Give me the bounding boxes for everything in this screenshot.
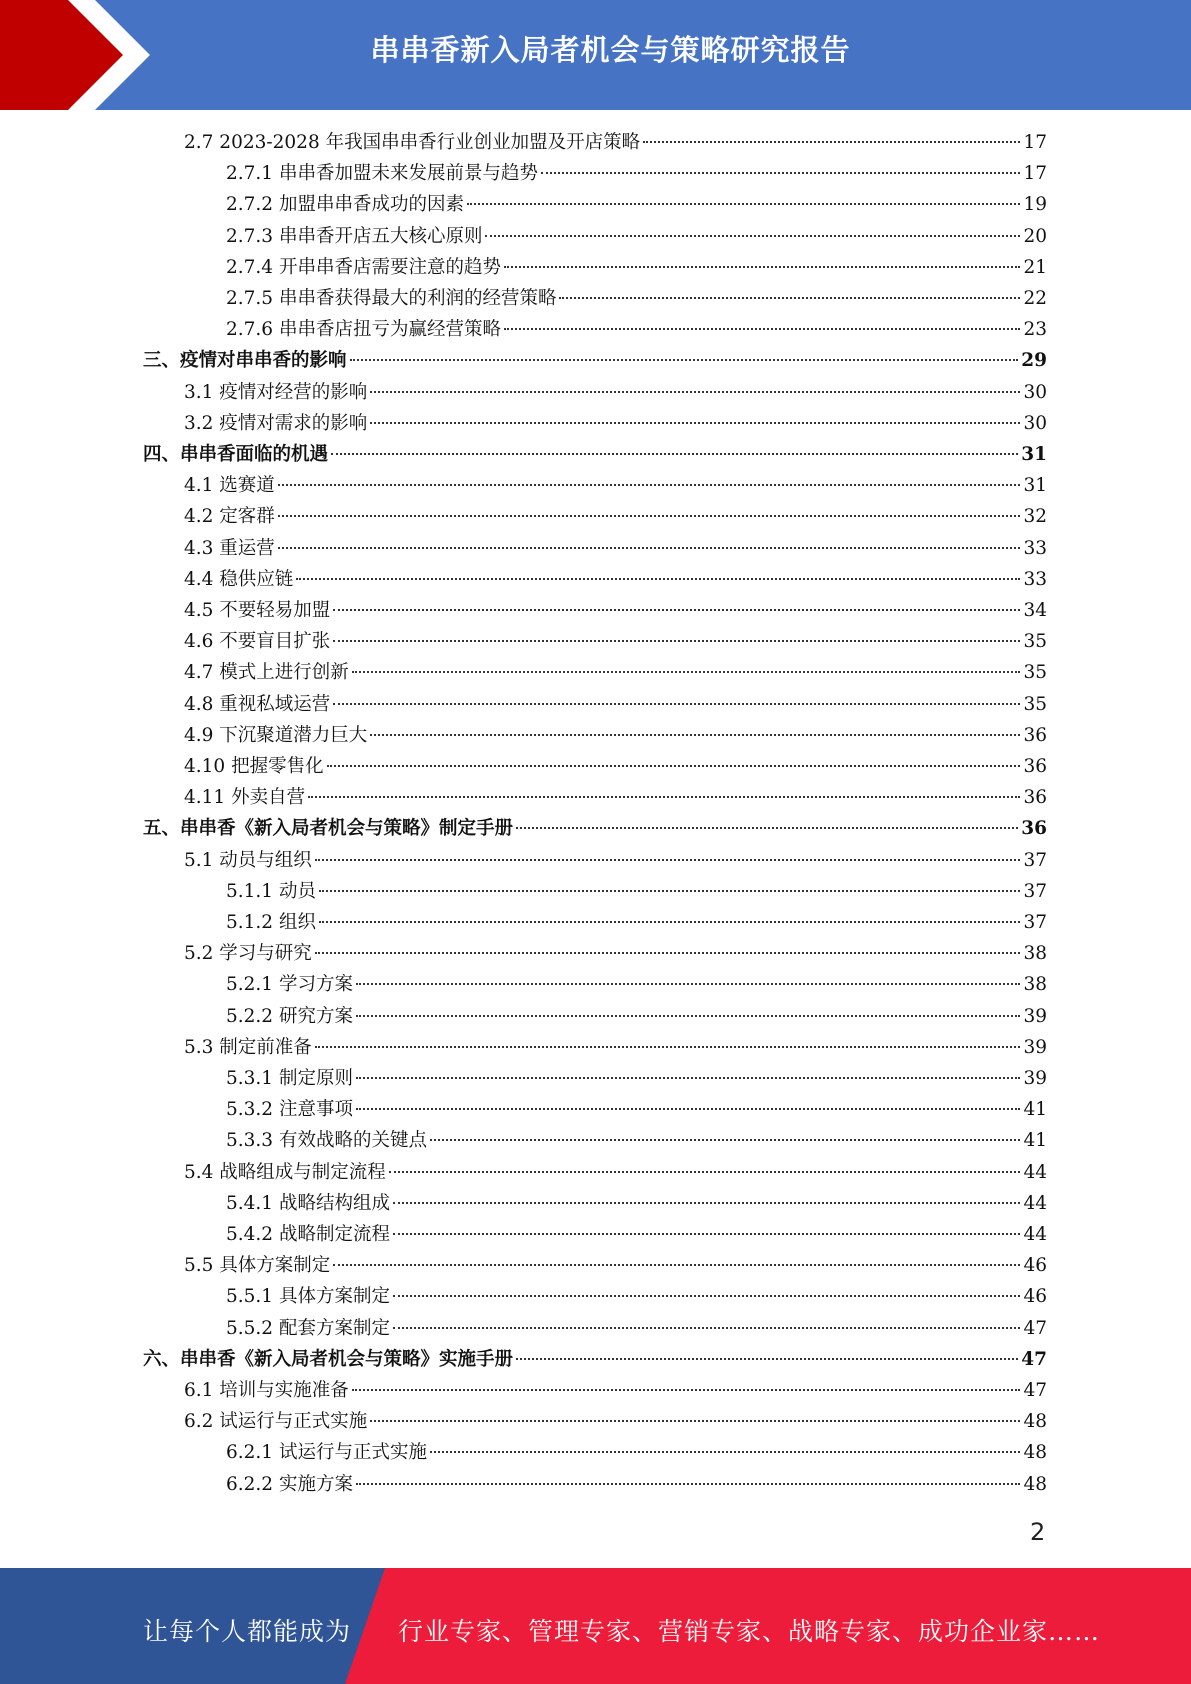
toc-entry-title: 2.7.4 开串串香店需要注意的趋势 (226, 256, 501, 278)
page-number: 2 (1030, 1518, 1046, 1546)
toc-leader-dots (319, 890, 1020, 892)
toc-entry-page: 21 (1023, 256, 1047, 278)
toc-entry-page: 48 (1023, 1442, 1047, 1464)
toc-entry[interactable] (184, 689, 1047, 720)
toc-entry-title: 6.2.1 试运行与正式实施 (226, 1442, 427, 1464)
toc-leader-dots (393, 1327, 1020, 1329)
toc-leader-dots (333, 703, 1020, 705)
footer-slogan-right: 行业专家、管理专家、营销专家、战略专家、成功企业家…… (398, 1617, 1101, 1646)
page-header (0, 0, 1191, 110)
toc-entry[interactable] (226, 283, 1047, 314)
toc-entry-title: 五、串串香《新入局者机会与策略》制定手册 (143, 818, 514, 840)
toc-entry[interactable] (184, 782, 1047, 813)
toc-entry[interactable] (184, 564, 1047, 595)
toc-entry[interactable] (184, 377, 1047, 408)
toc-entry-page: 19 (1023, 194, 1047, 216)
toc-entry[interactable] (143, 813, 1047, 844)
toc-entry-page: 46 (1023, 1286, 1047, 1308)
toc-entry-page: 48 (1023, 1411, 1047, 1433)
toc-entry[interactable] (226, 1281, 1047, 1312)
toc-leader-dots (559, 297, 1020, 299)
toc-entry[interactable] (184, 470, 1047, 501)
toc-leader-dots (331, 453, 1018, 455)
toc-entry[interactable] (143, 1344, 1047, 1375)
footer-slogan-left: 让每个人都能成为 (143, 1617, 352, 1646)
toc-entry[interactable] (184, 501, 1047, 532)
toc-entry-page: 44 (1023, 1224, 1047, 1245)
toc-entry[interactable] (226, 1313, 1047, 1344)
toc-leader-dots (393, 1202, 1020, 1204)
toc-entry[interactable] (184, 1406, 1047, 1437)
toc-entry-page: 35 (1023, 662, 1047, 684)
toc-entry-title: 3.1 疫情对经营的影响 (184, 381, 368, 403)
toc-leader-dots (315, 1046, 1020, 1048)
toc-entry-title: 6.2.2 实施方案 (226, 1473, 353, 1495)
toc-entry-title: 2.7.6 串串香店扭亏为赢经营策略 (226, 319, 501, 341)
toc-entry-page: 36 (1021, 818, 1047, 840)
toc-entry-title: 6.1 培训与实施准备 (184, 1380, 349, 1401)
toc-entry-title: 6.2 试运行与正式实施 (184, 1411, 368, 1433)
toc-entry-title: 4.9 下沉聚道潜力巨大 (184, 724, 368, 746)
report-title: 串串香新入局者机会与策略研究报告 (370, 33, 851, 67)
toc-leader-dots (516, 1358, 1018, 1360)
toc-entry-page: 23 (1023, 319, 1047, 341)
toc-leader-dots (467, 203, 1020, 205)
toc-entry-page: 41 (1023, 1099, 1047, 1121)
toc-entry[interactable] (226, 1125, 1047, 1156)
toc-entry-title: 三、疫情对串串香的影响 (143, 350, 347, 372)
toc-entry-title: 六、串串香《新入局者机会与策略》实施手册 (143, 1348, 514, 1370)
toc-leader-dots (485, 235, 1020, 237)
toc-leader-dots (350, 359, 1019, 361)
toc-leader-dots (504, 328, 1020, 330)
toc-leader-dots (516, 827, 1018, 829)
toc-entry[interactable] (184, 657, 1047, 688)
toc-leader-dots (315, 952, 1020, 954)
toc-leader-dots (278, 515, 1020, 517)
toc-entry-title: 2.7.5 串串香获得最大的利润的经营策略 (226, 288, 557, 309)
toc-entry-title: 4.1 选赛道 (184, 475, 275, 497)
toc-leader-dots (327, 765, 1020, 767)
toc-entry-page: 47 (1021, 1348, 1047, 1370)
toc-entry-title: 5.4.1 战略结构组成 (226, 1192, 390, 1214)
toc-entry-page: 30 (1023, 381, 1047, 403)
toc-entry-page: 20 (1023, 225, 1047, 247)
toc-entry[interactable] (226, 907, 1047, 938)
toc-leader-dots (393, 1233, 1020, 1235)
toc-entry-page: 36 (1023, 787, 1047, 809)
toc-entry-page: 35 (1023, 693, 1047, 715)
toc-entry-page: 37 (1023, 880, 1047, 902)
toc-leader-dots (356, 983, 1020, 985)
toc-leader-dots (541, 172, 1020, 174)
toc-entry-page: 46 (1023, 1255, 1047, 1277)
toc-leader-dots (352, 1389, 1020, 1391)
toc-entry-title: 2.7.2 加盟串串香成功的因素 (226, 194, 464, 216)
toc-leader-dots (296, 578, 1020, 580)
toc-entry-page: 33 (1023, 568, 1047, 590)
toc-entry[interactable] (184, 1032, 1047, 1063)
toc-entry-page: 37 (1023, 912, 1047, 933)
toc-leader-dots (356, 1483, 1020, 1485)
toc-leader-dots (333, 640, 1020, 642)
toc-entry[interactable] (226, 314, 1047, 345)
toc-entry[interactable] (226, 158, 1047, 189)
toc-leader-dots (389, 1171, 1020, 1173)
toc-entry[interactable] (143, 345, 1047, 376)
toc-entry-title: 5.3.3 有效战略的关键点 (226, 1130, 427, 1152)
toc-entry[interactable] (184, 751, 1047, 782)
toc-entry[interactable] (184, 845, 1047, 876)
toc-entry-page: 31 (1023, 475, 1047, 497)
toc-entry-page: 39 (1023, 1036, 1047, 1058)
toc-leader-dots (356, 1015, 1020, 1017)
toc-entry-title: 5.3.2 注意事项 (226, 1099, 353, 1121)
toc-entry-page: 41 (1023, 1130, 1047, 1152)
toc-leader-dots (430, 1451, 1020, 1453)
toc-entry-page: 35 (1023, 631, 1047, 653)
toc-entry-title: 3.2 疫情对需求的影响 (184, 412, 368, 434)
toc-leader-dots (393, 1295, 1020, 1297)
toc-entry-page: 36 (1023, 756, 1047, 777)
toc-entry-page: 34 (1023, 600, 1047, 621)
toc-entry-page: 39 (1023, 1068, 1047, 1089)
toc-leader-dots (356, 1077, 1020, 1079)
toc-entry-title: 5.1 动员与组织 (184, 849, 312, 871)
toc-leader-dots (319, 921, 1020, 923)
toc-entry-title: 5.2.1 学习方案 (226, 974, 353, 996)
toc-entry-title: 5.1.1 动员 (226, 880, 316, 902)
toc-entry-title: 5.5.2 配套方案制定 (226, 1317, 390, 1339)
toc-entry[interactable] (226, 252, 1047, 283)
toc-entry-page: 44 (1023, 1161, 1047, 1183)
toc-leader-dots (356, 1108, 1020, 1110)
toc-entry[interactable] (184, 1157, 1047, 1188)
toc-entry[interactable] (226, 1188, 1047, 1219)
toc-entry-title: 5.5.1 具体方案制定 (226, 1286, 390, 1308)
toc-entry-page: 33 (1023, 537, 1047, 559)
toc-leader-dots (370, 391, 1020, 393)
toc-entry-title: 5.4 战略组成与制定流程 (184, 1161, 386, 1183)
toc-entry-page: 37 (1023, 849, 1047, 871)
toc-entry-title: 4.7 模式上进行创新 (184, 662, 349, 684)
toc-entry-title: 4.6 不要盲目扩张 (184, 631, 331, 653)
toc-entry[interactable] (226, 1094, 1047, 1125)
toc-entry-page: 44 (1023, 1192, 1047, 1214)
toc-entry-title: 5.3 制定前准备 (184, 1036, 312, 1058)
toc-leader-dots (352, 671, 1020, 673)
toc-entry-title: 2.7.3 串串香开店五大核心原则 (226, 225, 483, 247)
toc-leader-dots (504, 266, 1020, 268)
toc-leader-dots (333, 1264, 1020, 1266)
toc-entry-title: 2.7 2023-2028 年我国串串香行业创业加盟及开店策略 (184, 132, 641, 153)
toc-entry[interactable] (226, 1437, 1047, 1468)
toc-entry-page: 47 (1023, 1317, 1047, 1339)
toc-entry-page: 17 (1023, 132, 1047, 153)
toc-entry-title: 4.2 定客群 (184, 506, 275, 528)
toc-leader-dots (430, 1139, 1020, 1141)
toc-entry-page: 38 (1023, 974, 1047, 996)
toc-entry-page: 29 (1021, 350, 1047, 372)
toc-entry-title: 4.10 把握零售化 (184, 756, 324, 777)
page-footer (0, 1568, 1191, 1684)
toc-leader-dots (370, 422, 1020, 424)
toc-leader-dots (370, 734, 1020, 736)
toc-entry-page: 39 (1023, 1005, 1047, 1027)
toc-entry[interactable] (184, 595, 1047, 626)
toc-entry-page: 47 (1023, 1380, 1047, 1401)
toc-entry-page: 17 (1023, 163, 1047, 185)
toc-entry[interactable] (143, 439, 1047, 470)
toc-entry-page: 48 (1023, 1473, 1047, 1495)
toc-leader-dots (333, 609, 1020, 611)
toc-entry-title: 5.4.2 战略制定流程 (226, 1224, 390, 1245)
toc-entry-title: 5.5 具体方案制定 (184, 1255, 331, 1277)
toc-leader-dots (278, 484, 1020, 486)
toc-entry-title: 4.11 外卖自营 (184, 787, 306, 809)
toc-entry[interactable] (226, 1063, 1047, 1094)
toc-entry-title: 四、串串香面临的机遇 (143, 444, 329, 465)
toc-entry-page: 31 (1021, 444, 1047, 465)
toc-entry-title: 5.2.2 研究方案 (226, 1005, 353, 1027)
toc-entry[interactable] (184, 720, 1047, 751)
toc-entry[interactable] (184, 408, 1047, 439)
toc-entry[interactable] (184, 938, 1047, 969)
toc-leader-dots (308, 796, 1020, 798)
toc-entry-title: 5.2 学习与研究 (184, 943, 312, 965)
toc-entry[interactable] (184, 1250, 1047, 1281)
toc-entry-title: 4.3 重运营 (184, 537, 275, 559)
toc-entry[interactable] (226, 1469, 1047, 1500)
toc-leader-dots (643, 141, 1020, 143)
toc-entry[interactable] (184, 1375, 1047, 1406)
toc-entry[interactable] (226, 969, 1047, 1000)
toc-entry-title: 5.1.2 组织 (226, 912, 316, 933)
toc-entry-page: 38 (1023, 943, 1047, 965)
toc-entry-page: 36 (1023, 724, 1047, 746)
toc-entry-title: 2.7.1 串串香加盟未来发展前景与趋势 (226, 163, 538, 185)
toc-entry-title: 5.3.1 制定原则 (226, 1068, 353, 1089)
toc-entry[interactable] (226, 221, 1047, 252)
toc-entry[interactable] (226, 189, 1047, 220)
toc-entry[interactable] (184, 127, 1047, 158)
toc-leader-dots (315, 859, 1020, 861)
toc-entry-title: 4.8 重视私域运营 (184, 693, 331, 715)
toc-entry[interactable] (226, 1219, 1047, 1250)
toc-entry-title: 4.5 不要轻易加盟 (184, 600, 331, 621)
toc-entry-page: 30 (1023, 412, 1047, 434)
toc-leader-dots (278, 547, 1020, 549)
toc-entry-page: 32 (1023, 506, 1047, 528)
toc-leader-dots (370, 1420, 1020, 1422)
toc-entry[interactable] (226, 1001, 1047, 1032)
toc-entry[interactable] (226, 876, 1047, 907)
toc-entry-title: 4.4 稳供应链 (184, 568, 294, 590)
toc-entry[interactable] (184, 626, 1047, 657)
toc-entry-page: 22 (1023, 288, 1047, 309)
toc-entry[interactable] (184, 533, 1047, 564)
